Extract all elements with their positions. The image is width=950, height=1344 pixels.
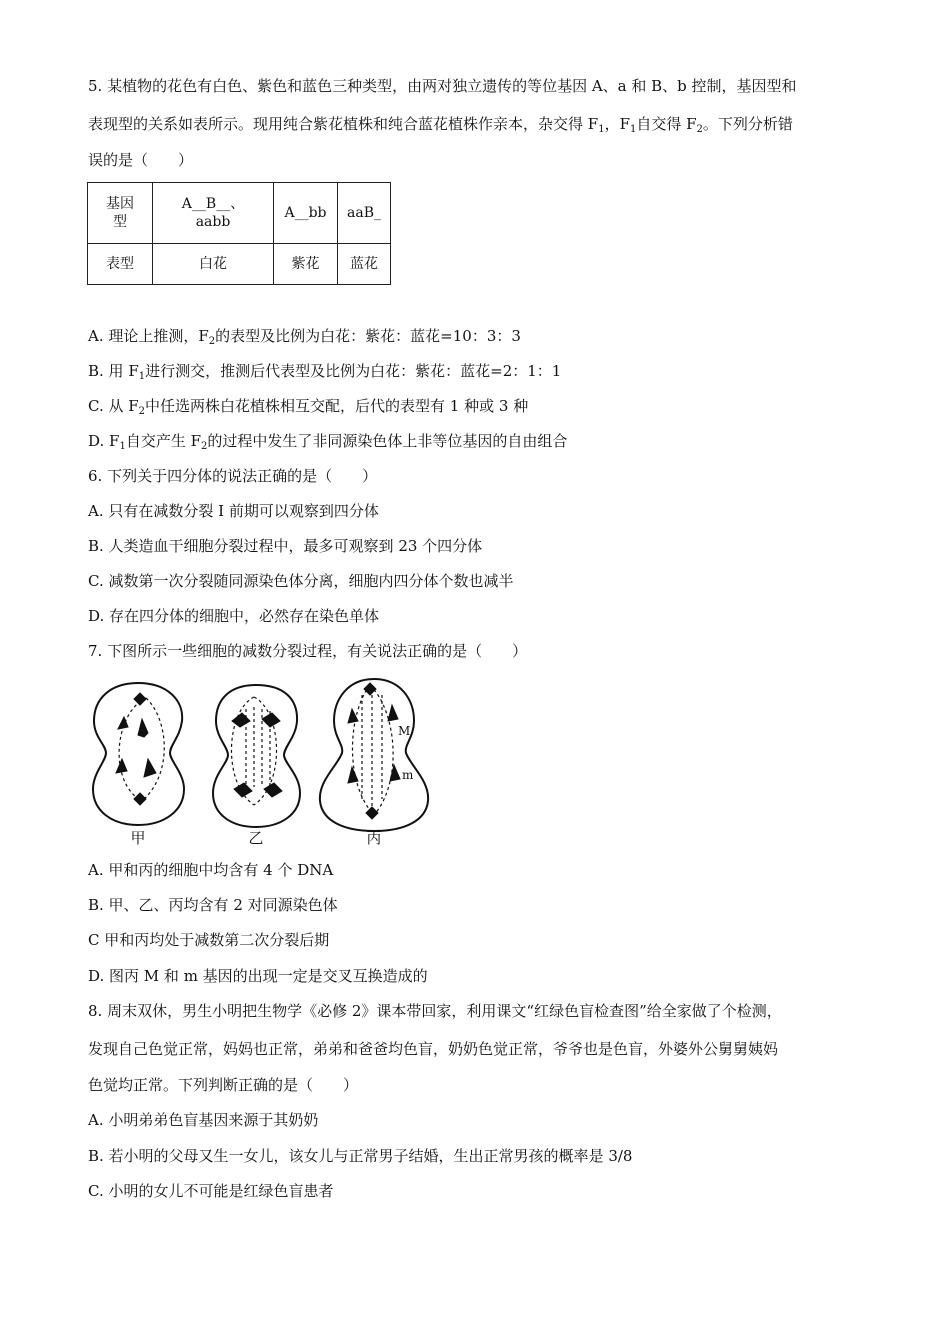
genotype-phenotype-table (87, 182, 391, 285)
centrosome-jia-top (134, 693, 146, 705)
table-header-genotype-label: 基因型 (88, 183, 153, 244)
q7-option-d: D. 图丙 M 和 m 基因的出现一定是交叉互换造成的 (88, 967, 428, 985)
centrosome-jia-bottom (134, 793, 146, 805)
chromosome-bing-1 (348, 709, 358, 723)
chromosome-jia-2 (138, 719, 148, 737)
q6-option-b: B. 人类造血干细胞分裂过程中，最多可观察到 23 个四分体 (88, 537, 483, 555)
chromosome-jia-4 (144, 759, 156, 777)
q6-option-c: C. 减数第一次分裂随同源染色体分离，细胞内四分体个数也减半 (88, 572, 514, 590)
chromosome-yi-3 (234, 783, 252, 797)
gene-label-m: m (402, 768, 414, 782)
q8-option-c: C. 小明的女儿不可能是红绿色盲患者 (88, 1182, 334, 1200)
q7-option-b: B. 甲、乙、丙均含有 2 对同源染色体 (88, 896, 338, 914)
gene-label-M: M (398, 724, 411, 738)
q7-option-c: C 甲和丙均处于减数第二次分裂后期 (88, 931, 330, 949)
cell-bing-outline (320, 679, 428, 831)
q6-option-a: A. 只有在减数分裂 I 前期可以观察到四分体 (88, 502, 379, 520)
table-header-blue-genotype: aaB_ (338, 183, 391, 244)
q8-stem-line1: 8. 周末双休，男生小明把生物学《必修 2》课本带回家，利用课文“红绿色盲检查图”给全家做了个检测， (88, 1002, 782, 1020)
table-header-white-genotypes: A__B__、 aabb (153, 183, 274, 244)
q5-stem-line1: 5. 某植物的花色有白色、紫色和蓝色三种类型，由两对独立遗传的等位基因 A、a 和 B、b 控制，基因型和 (88, 77, 797, 95)
q8-stem-line3: 色觉均正常。下列判断正确的是（ ） (88, 1076, 359, 1094)
q7-option-a: A. 甲和丙的细胞中均含有 4 个 DNA (88, 861, 334, 879)
q5-stem-line2: 表现型的关系如表所示。现用纯合紫花植株和纯合蓝花植株作亲本，杂交得 $F_1$，$F_1$自交得 $F_2$。下列分析错 (88, 115, 793, 135)
chromosome-jia-3 (116, 759, 127, 773)
q7-stem: 7. 下图所示一些细胞的减数分裂过程，有关说法正确的是（ ） (88, 642, 528, 660)
q5-option-b: B. 用 $F_1$进行测交，推测后代表型及比例为白花：紫花：蓝花=2：1：1 (88, 362, 562, 382)
q5-option-c: C. 从 $F_2$中任选两株白花植株相互交配，后代的表型有 1 种或 3 种 (88, 397, 529, 417)
table-row-phenotype-label: 表型 (88, 244, 153, 285)
q8-option-b: B. 若小明的父母又生一女儿，该女儿与正常男子结婚，生出正常男孩的概率是 3/8 (88, 1147, 633, 1165)
q5-stem-line3: 误的是（ ） (88, 151, 194, 169)
chromosome-yi-1 (232, 713, 250, 727)
centrosome-bing-bottom (366, 807, 378, 819)
figure-label-yi: 乙 (248, 829, 264, 845)
q8-option-a: A. 小明弟弟色盲基因来源于其奶奶 (88, 1111, 319, 1129)
cell-yi-outline (213, 685, 300, 827)
table-cell-blue: 蓝花 (338, 244, 391, 285)
figure-label-jia: 甲 (130, 829, 146, 845)
q6-option-d: D. 存在四分体的细胞中，必然存在染色单体 (88, 607, 380, 625)
centrosome-bing-top (364, 683, 376, 695)
table-header-purple-genotype: A__bb (274, 183, 338, 244)
chromosome-yi-4 (264, 783, 282, 797)
figure-label-bing: 丙 (366, 829, 382, 845)
table-cell-white: 白花 (153, 244, 274, 285)
q8-stem-line2: 发现自己色觉正常，妈妈也正常，弟弟和爸爸均色盲，奶奶色觉正常，爷爷也是色盲，外婆外公舅舅姨妈 (88, 1040, 779, 1058)
chromosome-jia-1 (118, 717, 128, 729)
table-cell-purple: 紫花 (274, 244, 338, 285)
q5-option-a: A. 理论上推测，$F_2$的表型及比例为白花：紫花：蓝花=10：3：3 (88, 327, 521, 347)
chromosome-bing-3 (348, 767, 358, 783)
meiosis-cells-figure (86, 673, 436, 845)
chromosome-bing-2 (388, 705, 398, 721)
chromosome-yi-2 (262, 713, 280, 727)
q5-option-d: D. $F_1$自交产生 $F_2$的过程中发生了非同源染色体上非等位基因的自由组合 (88, 432, 568, 452)
chromosome-bing-4 (390, 765, 400, 781)
q6-stem: 6. 下列关于四分体的说法正确的是（ ） (88, 467, 378, 485)
